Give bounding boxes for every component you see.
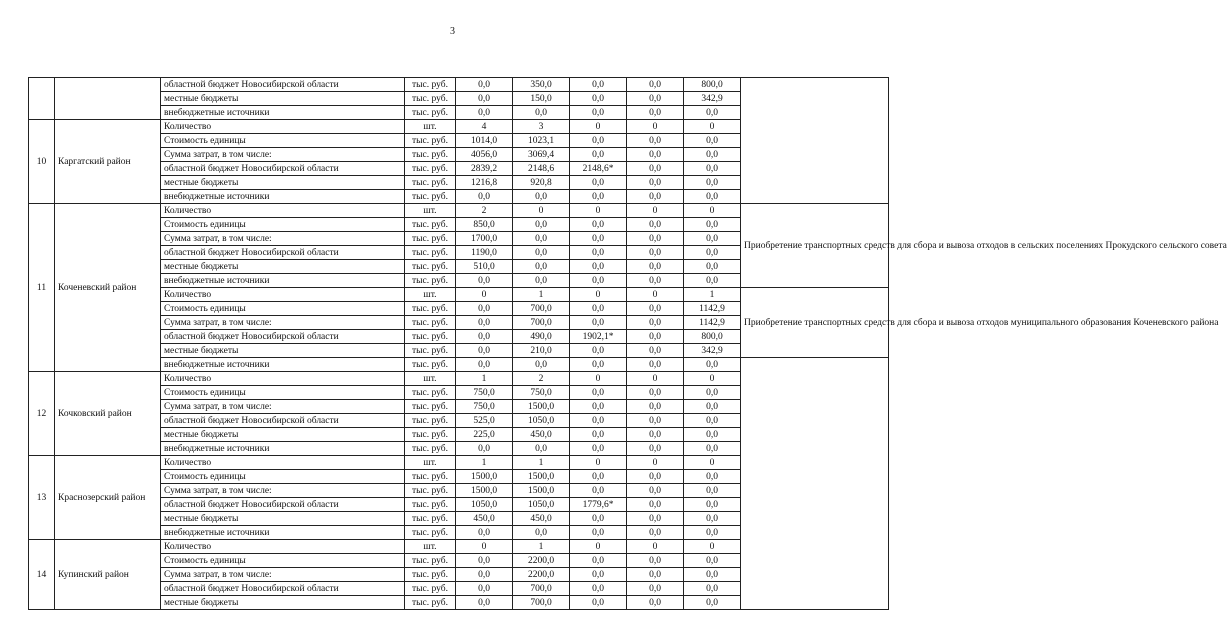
district-name: Каргатский район: [55, 120, 161, 204]
value-col-1: 0,0: [456, 582, 513, 596]
value-col-5: 0,0: [684, 134, 741, 148]
unit-cell: тыс. руб.: [405, 330, 456, 344]
value-col-4: 0,0: [627, 162, 684, 176]
unit-cell: тыс. руб.: [405, 596, 456, 610]
value-col-5: 0,0: [684, 232, 741, 246]
value-col-5: 0: [684, 456, 741, 470]
value-col-5: 0,0: [684, 386, 741, 400]
value-col-5: 0,0: [684, 512, 741, 526]
indicator-name: местные бюджеты: [161, 176, 405, 190]
budget-table: [28, 77, 1227, 610]
value-col-5: 800,0: [684, 78, 741, 92]
value-col-1: 0,0: [456, 568, 513, 582]
value-col-3: 0: [570, 120, 627, 134]
value-col-3: 2148,6*: [570, 162, 627, 176]
value-col-4: 0,0: [627, 218, 684, 232]
value-col-4: 0,0: [627, 596, 684, 610]
value-col-3: 0,0: [570, 316, 627, 330]
value-col-5: 0,0: [684, 246, 741, 260]
value-col-3: 1779,6*: [570, 498, 627, 512]
value-col-1: 0,0: [456, 274, 513, 288]
value-col-1: 0,0: [456, 526, 513, 540]
value-col-3: 0: [570, 288, 627, 302]
value-col-2: 1050,0: [513, 414, 570, 428]
value-col-5: 0,0: [684, 260, 741, 274]
indicator-name: Стоимость единицы: [161, 134, 405, 148]
unit-cell: тыс. руб.: [405, 260, 456, 274]
indicator-name: Количество: [161, 204, 405, 218]
value-col-4: 0: [627, 456, 684, 470]
unit-cell: шт.: [405, 372, 456, 386]
value-col-3: 0,0: [570, 260, 627, 274]
unit-cell: тыс. руб.: [405, 176, 456, 190]
value-col-2: 0,0: [513, 246, 570, 260]
indicator-name: Сумма затрат, в том числе:: [161, 148, 405, 162]
value-col-3: 0,0: [570, 428, 627, 442]
value-col-3: 0,0: [570, 582, 627, 596]
value-col-1: 2839,2: [456, 162, 513, 176]
value-col-3: 0,0: [570, 400, 627, 414]
value-col-1: 0,0: [456, 344, 513, 358]
unit-cell: тыс. руб.: [405, 568, 456, 582]
indicator-name: внебюджетные источники: [161, 442, 405, 456]
value-col-1: 0,0: [456, 190, 513, 204]
row-number: 14: [29, 540, 55, 610]
value-col-2: 700,0: [513, 302, 570, 316]
value-col-5: 0: [684, 540, 741, 554]
unit-cell: тыс. руб.: [405, 134, 456, 148]
indicator-name: Сумма затрат, в том числе:: [161, 316, 405, 330]
value-col-2: 210,0: [513, 344, 570, 358]
unit-cell: тыс. руб.: [405, 554, 456, 568]
value-col-1: 225,0: [456, 428, 513, 442]
value-col-3: 0,0: [570, 302, 627, 316]
value-col-1: 0: [456, 540, 513, 554]
unit-cell: тыс. руб.: [405, 344, 456, 358]
value-col-5: 0,0: [684, 148, 741, 162]
value-col-4: 0,0: [627, 386, 684, 400]
value-col-4: 0,0: [627, 302, 684, 316]
indicator-name: областной бюджет Новосибирской области: [161, 582, 405, 596]
value-col-5: 800,0: [684, 330, 741, 344]
value-col-4: 0,0: [627, 92, 684, 106]
value-col-3: 0,0: [570, 190, 627, 204]
value-col-1: 0: [456, 288, 513, 302]
value-col-3: 0,0: [570, 568, 627, 582]
value-col-1: 0,0: [456, 596, 513, 610]
value-col-1: 1500,0: [456, 470, 513, 484]
value-col-2: 0,0: [513, 190, 570, 204]
unit-cell: шт.: [405, 540, 456, 554]
value-col-5: 1: [684, 288, 741, 302]
value-col-5: 0: [684, 120, 741, 134]
value-col-4: 0,0: [627, 78, 684, 92]
value-col-5: 0,0: [684, 358, 741, 372]
value-col-1: 1500,0: [456, 484, 513, 498]
value-col-2: 920,8: [513, 176, 570, 190]
unit-cell: тыс. руб.: [405, 582, 456, 596]
row-number: 13: [29, 456, 55, 540]
value-col-2: 0,0: [513, 232, 570, 246]
value-col-3: 0,0: [570, 414, 627, 428]
value-col-1: 750,0: [456, 386, 513, 400]
value-col-4: 0,0: [627, 316, 684, 330]
value-col-2: 150,0: [513, 92, 570, 106]
indicator-name: Сумма затрат, в том числе:: [161, 484, 405, 498]
unit-cell: тыс. руб.: [405, 512, 456, 526]
row-number: 11: [29, 204, 55, 372]
value-col-4: 0,0: [627, 106, 684, 120]
value-col-1: 450,0: [456, 512, 513, 526]
value-col-3: 0,0: [570, 218, 627, 232]
row-number: [29, 78, 55, 120]
table-row: [29, 204, 889, 218]
value-col-2: 2148,6: [513, 162, 570, 176]
value-col-3: 0,0: [570, 442, 627, 456]
indicator-name: областной бюджет Новосибирской области: [161, 246, 405, 260]
unit-cell: тыс. руб.: [405, 442, 456, 456]
value-col-1: 850,0: [456, 218, 513, 232]
value-col-1: 2: [456, 204, 513, 218]
indicator-name: Стоимость единицы: [161, 386, 405, 400]
indicator-name: местные бюджеты: [161, 92, 405, 106]
value-col-1: 1050,0: [456, 498, 513, 512]
page-number: 3: [450, 26, 455, 37]
value-col-3: 0,0: [570, 78, 627, 92]
value-col-2: 3069,4: [513, 148, 570, 162]
value-col-2: 0,0: [513, 106, 570, 120]
indicator-name: местные бюджеты: [161, 512, 405, 526]
value-col-4: 0,0: [627, 512, 684, 526]
note-cell: Приобретение транспортных средств для сбора и вывоза отходов муниципального образования Коченевского района: [741, 288, 889, 358]
value-col-1: 1014,0: [456, 134, 513, 148]
indicator-name: Стоимость единицы: [161, 554, 405, 568]
value-col-3: 0,0: [570, 484, 627, 498]
value-col-1: 0,0: [456, 92, 513, 106]
indicator-name: внебюджетные источники: [161, 106, 405, 120]
unit-cell: тыс. руб.: [405, 470, 456, 484]
indicator-name: Сумма затрат, в том числе:: [161, 232, 405, 246]
value-col-3: 0,0: [570, 526, 627, 540]
value-col-1: 4: [456, 120, 513, 134]
unit-cell: тыс. руб.: [405, 148, 456, 162]
unit-cell: тыс. руб.: [405, 106, 456, 120]
value-col-2: 700,0: [513, 316, 570, 330]
value-col-5: 1142,9: [684, 316, 741, 330]
indicator-name: местные бюджеты: [161, 428, 405, 442]
indicator-name: Количество: [161, 540, 405, 554]
note-cell: [741, 78, 889, 204]
value-col-4: 0,0: [627, 400, 684, 414]
value-col-4: 0,0: [627, 582, 684, 596]
value-col-2: 750,0: [513, 386, 570, 400]
value-col-1: 0,0: [456, 554, 513, 568]
unit-cell: тыс. руб.: [405, 414, 456, 428]
unit-cell: тыс. руб.: [405, 218, 456, 232]
value-col-4: 0,0: [627, 554, 684, 568]
value-col-4: 0,0: [627, 260, 684, 274]
value-col-3: 0,0: [570, 512, 627, 526]
unit-cell: тыс. руб.: [405, 246, 456, 260]
value-col-5: 0,0: [684, 218, 741, 232]
value-col-3: 0,0: [570, 274, 627, 288]
value-col-3: 0: [570, 540, 627, 554]
value-col-1: 1190,0: [456, 246, 513, 260]
value-col-3: 1902,1*: [570, 330, 627, 344]
unit-cell: тыс. руб.: [405, 386, 456, 400]
value-col-1: 0,0: [456, 302, 513, 316]
value-col-3: 0: [570, 204, 627, 218]
value-col-4: 0,0: [627, 246, 684, 260]
value-col-4: 0,0: [627, 232, 684, 246]
unit-cell: тыс. руб.: [405, 316, 456, 330]
value-col-3: 0: [570, 372, 627, 386]
value-col-3: 0,0: [570, 176, 627, 190]
value-col-3: 0,0: [570, 344, 627, 358]
row-number: 10: [29, 120, 55, 204]
unit-cell: тыс. руб.: [405, 92, 456, 106]
district-name: Кочковский район: [55, 372, 161, 456]
value-col-4: 0,0: [627, 470, 684, 484]
value-col-4: 0: [627, 288, 684, 302]
unit-cell: шт.: [405, 120, 456, 134]
value-col-3: 0,0: [570, 358, 627, 372]
indicator-name: внебюджетные источники: [161, 526, 405, 540]
value-col-3: 0,0: [570, 470, 627, 484]
value-col-1: 0,0: [456, 106, 513, 120]
value-col-4: 0,0: [627, 568, 684, 582]
value-col-2: 490,0: [513, 330, 570, 344]
indicator-name: областной бюджет Новосибирской области: [161, 330, 405, 344]
unit-cell: тыс. руб.: [405, 302, 456, 316]
value-col-2: 1: [513, 288, 570, 302]
value-col-5: 0,0: [684, 568, 741, 582]
indicator-name: внебюджетные источники: [161, 190, 405, 204]
indicator-name: Сумма затрат, в том числе:: [161, 568, 405, 582]
table-row: [29, 78, 889, 92]
value-col-5: 0,0: [684, 400, 741, 414]
indicator-name: Стоимость единицы: [161, 218, 405, 232]
value-col-4: 0: [627, 120, 684, 134]
value-col-4: 0,0: [627, 526, 684, 540]
value-col-1: 750,0: [456, 400, 513, 414]
value-col-1: 0,0: [456, 78, 513, 92]
value-col-1: 0,0: [456, 316, 513, 330]
indicator-name: Количество: [161, 456, 405, 470]
indicator-name: внебюджетные источники: [161, 358, 405, 372]
value-col-5: 0: [684, 204, 741, 218]
value-col-3: 0,0: [570, 232, 627, 246]
value-col-2: 700,0: [513, 596, 570, 610]
value-col-2: 450,0: [513, 428, 570, 442]
value-col-5: 0,0: [684, 274, 741, 288]
value-col-4: 0: [627, 540, 684, 554]
value-col-2: 0,0: [513, 526, 570, 540]
value-col-2: 0,0: [513, 218, 570, 232]
indicator-name: местные бюджеты: [161, 596, 405, 610]
value-col-4: 0,0: [627, 176, 684, 190]
value-col-4: 0,0: [627, 190, 684, 204]
value-col-2: 350,0: [513, 78, 570, 92]
value-col-1: 510,0: [456, 260, 513, 274]
value-col-2: 0: [513, 204, 570, 218]
note-cell: Приобретение транспортных средств для сбора и вывоза отходов в сельских поселениях Прокудского сельского совета: [741, 204, 889, 288]
value-col-3: 0: [570, 456, 627, 470]
value-col-2: 1023,1: [513, 134, 570, 148]
value-col-3: 0,0: [570, 106, 627, 120]
value-col-4: 0,0: [627, 484, 684, 498]
value-col-4: 0,0: [627, 498, 684, 512]
value-col-2: 2: [513, 372, 570, 386]
value-col-5: 0,0: [684, 442, 741, 456]
value-col-5: 0,0: [684, 428, 741, 442]
value-col-2: 700,0: [513, 582, 570, 596]
unit-cell: тыс. руб.: [405, 232, 456, 246]
value-col-5: 0,0: [684, 106, 741, 120]
value-col-3: 0,0: [570, 92, 627, 106]
value-col-3: 0,0: [570, 134, 627, 148]
value-col-5: 0,0: [684, 190, 741, 204]
value-col-5: 0,0: [684, 554, 741, 568]
value-col-2: 0,0: [513, 358, 570, 372]
unit-cell: тыс. руб.: [405, 428, 456, 442]
district-name: Краснозерский район: [55, 456, 161, 540]
value-col-1: 0,0: [456, 442, 513, 456]
unit-cell: тыс. руб.: [405, 484, 456, 498]
value-col-5: 0,0: [684, 484, 741, 498]
indicator-name: областной бюджет Новосибирской области: [161, 162, 405, 176]
value-col-4: 0,0: [627, 414, 684, 428]
indicator-name: внебюджетные источники: [161, 274, 405, 288]
value-col-4: 0,0: [627, 344, 684, 358]
value-col-2: 0,0: [513, 442, 570, 456]
value-col-5: 0,0: [684, 582, 741, 596]
value-col-5: 342,9: [684, 344, 741, 358]
unit-cell: тыс. руб.: [405, 358, 456, 372]
value-col-1: 1: [456, 456, 513, 470]
value-col-1: 4056,0: [456, 148, 513, 162]
value-col-1: 1216,8: [456, 176, 513, 190]
indicator-name: местные бюджеты: [161, 344, 405, 358]
value-col-1: 1700,0: [456, 232, 513, 246]
indicator-name: Сумма затрат, в том числе:: [161, 400, 405, 414]
value-col-2: 1: [513, 540, 570, 554]
value-col-4: 0,0: [627, 134, 684, 148]
value-col-1: 1: [456, 372, 513, 386]
note-cell: [741, 358, 889, 610]
value-col-1: 0,0: [456, 358, 513, 372]
value-col-2: 1500,0: [513, 470, 570, 484]
unit-cell: тыс. руб.: [405, 190, 456, 204]
value-col-3: 0,0: [570, 596, 627, 610]
unit-cell: тыс. руб.: [405, 498, 456, 512]
value-col-5: 0: [684, 372, 741, 386]
value-col-4: 0,0: [627, 442, 684, 456]
value-col-2: 2200,0: [513, 554, 570, 568]
indicator-name: областной бюджет Новосибирской области: [161, 414, 405, 428]
value-col-4: 0,0: [627, 358, 684, 372]
district-name: [55, 78, 161, 120]
value-col-2: 2200,0: [513, 568, 570, 582]
unit-cell: шт.: [405, 288, 456, 302]
value-col-2: 1050,0: [513, 498, 570, 512]
value-col-1: 525,0: [456, 414, 513, 428]
value-col-4: 0,0: [627, 148, 684, 162]
unit-cell: тыс. руб.: [405, 400, 456, 414]
value-col-5: 0,0: [684, 498, 741, 512]
indicator-name: Количество: [161, 288, 405, 302]
value-col-5: 0,0: [684, 470, 741, 484]
indicator-name: областной бюджет Новосибирской области: [161, 498, 405, 512]
indicator-name: Количество: [161, 120, 405, 134]
value-col-2: 1: [513, 456, 570, 470]
value-col-5: 342,9: [684, 92, 741, 106]
table-body: [29, 78, 1227, 610]
value-col-3: 0,0: [570, 386, 627, 400]
district-name: Купинский район: [55, 540, 161, 610]
value-col-2: 0,0: [513, 260, 570, 274]
unit-cell: тыс. руб.: [405, 274, 456, 288]
value-col-5: 0,0: [684, 414, 741, 428]
value-col-2: 450,0: [513, 512, 570, 526]
indicator-name: Количество: [161, 372, 405, 386]
value-col-1: 0,0: [456, 330, 513, 344]
value-col-5: 0,0: [684, 176, 741, 190]
value-col-2: 3: [513, 120, 570, 134]
unit-cell: тыс. руб.: [405, 78, 456, 92]
value-col-4: 0: [627, 372, 684, 386]
value-col-4: 0: [627, 204, 684, 218]
value-col-5: 0,0: [684, 596, 741, 610]
value-col-4: 0,0: [627, 330, 684, 344]
indicator-name: местные бюджеты: [161, 260, 405, 274]
unit-cell: шт.: [405, 456, 456, 470]
unit-cell: тыс. руб.: [405, 526, 456, 540]
value-col-5: 0,0: [684, 526, 741, 540]
value-col-5: 0,0: [684, 162, 741, 176]
value-col-2: 1500,0: [513, 400, 570, 414]
value-col-3: 0,0: [570, 246, 627, 260]
value-col-3: 0,0: [570, 148, 627, 162]
indicator-name: Стоимость единицы: [161, 470, 405, 484]
value-col-2: 1500,0: [513, 484, 570, 498]
value-col-4: 0,0: [627, 274, 684, 288]
unit-cell: тыс. руб.: [405, 162, 456, 176]
value-col-4: 0,0: [627, 428, 684, 442]
unit-cell: шт.: [405, 204, 456, 218]
value-col-5: 1142,9: [684, 302, 741, 316]
district-name: Коченевский район: [55, 204, 161, 372]
row-number: 12: [29, 372, 55, 456]
indicator-name: Стоимость единицы: [161, 302, 405, 316]
indicator-name: областной бюджет Новосибирской области: [161, 78, 405, 92]
value-col-2: 0,0: [513, 274, 570, 288]
value-col-3: 0,0: [570, 554, 627, 568]
